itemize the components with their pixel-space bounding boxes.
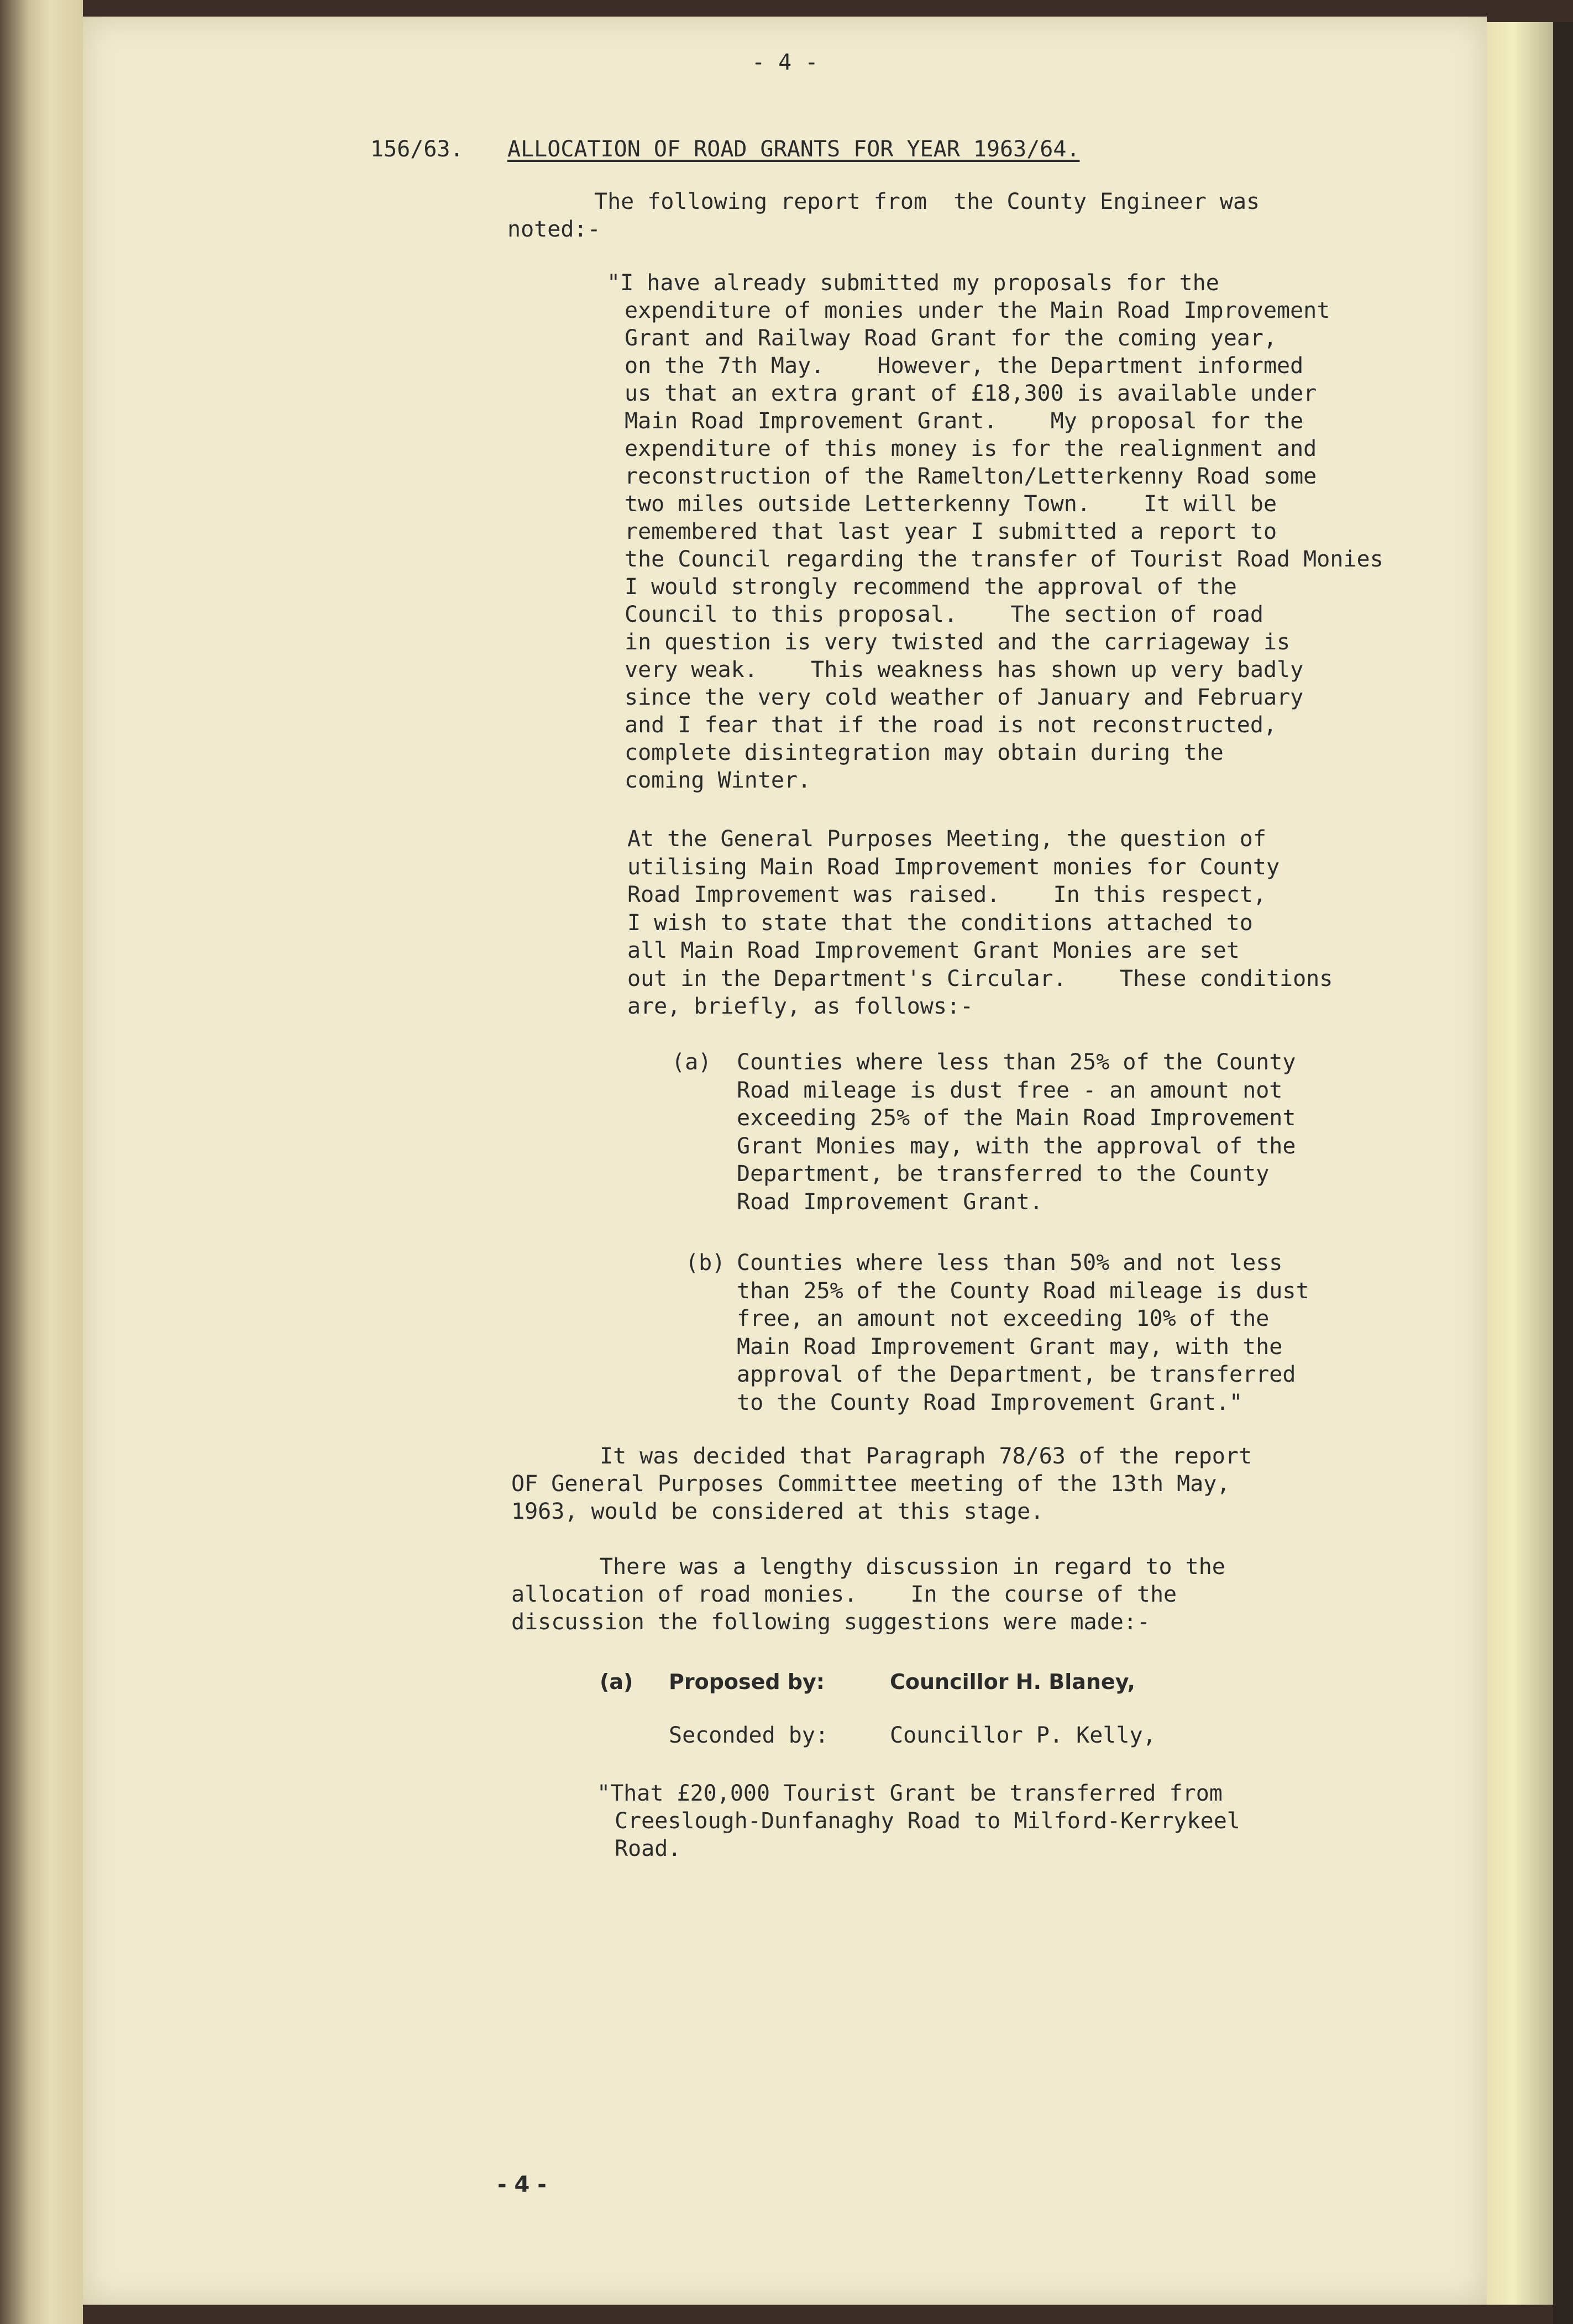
discussion-line: discussion the following suggestions were made:- (511, 1609, 1150, 1635)
para2-line: all Main Road Improvement Grant Monies are set (627, 938, 1240, 963)
condition-a-label: (a) (672, 1050, 712, 1075)
para1-line: on the 7th May. However, the Department informed (625, 353, 1304, 379)
para2-line: Road Improvement was raised. In this respect, (627, 882, 1266, 907)
proposal-label: (a) (600, 1670, 633, 1694)
page-number-bottom: - 4 - (497, 2172, 547, 2197)
para1-line: since the very cold weather of January and February (625, 685, 1304, 710)
para1-line: coming Winter. (625, 768, 811, 793)
para1-line: in question is very twisted and the carriageway is (625, 629, 1291, 655)
item-number: 156/63. (370, 137, 464, 162)
seconded-by-label: Seconded by: (669, 1723, 829, 1748)
para1-line: complete disintegration may obtain during the (625, 740, 1224, 765)
decision-line: OF General Purposes Committee meeting of the 13th May, (511, 1471, 1230, 1497)
motion-line: Creeslough-Dunfanaghy Road to Milford-Kerrykeel (615, 1808, 1240, 1834)
discussion-line: allocation of road monies. In the course of the (511, 1582, 1177, 1607)
conda-line: Counties where less than 25% of the County (737, 1050, 1296, 1075)
para1-line: two miles outside Letterkenny Town. It will be (625, 491, 1277, 517)
condb-line: to the County Road Improvement Grant." (737, 1389, 1243, 1415)
para1-line: expenditure of this money is for the realignment and (625, 436, 1317, 461)
para2-line: I wish to state that the conditions attached to (627, 910, 1253, 936)
motion-line: Road. (615, 1836, 681, 1861)
condition-b-label: (b) (685, 1250, 726, 1276)
condb-line: approval of the Department, be transferred (737, 1362, 1296, 1387)
intro-line-2: noted:- (507, 217, 601, 242)
book-spine (0, 0, 83, 2324)
para2-line: utilising Main Road Improvement monies for County (627, 854, 1280, 880)
condb-line: than 25% of the County Road mileage is dust (737, 1278, 1309, 1304)
para1-line: expenditure of monies under the Main Road Improvement (625, 298, 1330, 323)
motion-line: "That £20,000 Tourist Grant be transferred from (597, 1781, 1223, 1806)
conda-line: Road mileage is dust free - an amount not (737, 1077, 1283, 1103)
para1-line: Council to this proposal. The section of road (625, 602, 1263, 627)
para2-line: out in the Department's Circular. These conditions (627, 966, 1333, 991)
conda-line: Road Improvement Grant. (737, 1189, 1043, 1215)
para1-line: Main Road Improvement Grant. My proposal for the (625, 408, 1304, 434)
para1-line: "I have already submitted my proposals for the (607, 270, 1219, 296)
intro-line-1: The following report from the County Engineer was (594, 189, 1260, 214)
proposed-by-label: Proposed by: (669, 1670, 825, 1694)
decision-line: 1963, would be considered at this stage. (511, 1499, 1044, 1524)
para1-line: Grant and Railway Road Grant for the coming year, (625, 326, 1277, 351)
para2-line: are, briefly, as follows:- (627, 994, 974, 1019)
condb-line: Main Road Improvement Grant may, with the (737, 1334, 1283, 1360)
condb-line: free, an amount not exceeding 10% of the (737, 1306, 1270, 1331)
para1-line: I would strongly recommend the approval of the (625, 574, 1237, 600)
page-edges (1487, 22, 1553, 2305)
para1-line: and I fear that if the road is not reconstructed, (625, 712, 1277, 738)
book-cover-edge (1553, 22, 1573, 2324)
para1-line: reconstruction of the Ramelton/Letterkenny Road some (625, 464, 1317, 489)
seconded-by-name: Councillor P. Kelly, (890, 1723, 1156, 1748)
conda-line: Grant Monies may, with the approval of the (737, 1133, 1296, 1159)
condb-line: Counties where less than 50% and not less (737, 1250, 1283, 1276)
discussion-line: There was a lengthy discussion in regard to the (600, 1554, 1225, 1580)
decision-line: It was decided that Paragraph 78/63 of the report (600, 1444, 1252, 1469)
para1-line: the Council regarding the transfer of Tourist Road Monies (625, 547, 1383, 572)
item-title: ALLOCATION OF ROAD GRANTS FOR YEAR 1963/64. (507, 137, 1080, 162)
conda-line: exceeding 25% of the Main Road Improvement (737, 1105, 1296, 1131)
para1-line: us that an extra grant of £18,300 is available under (625, 381, 1317, 406)
conda-line: Department, be transferred to the County (737, 1161, 1270, 1187)
page-number-top: - 4 - (752, 50, 819, 75)
para2-line: At the General Purposes Meeting, the question of (627, 826, 1266, 852)
proposed-by-name: Councillor H. Blaney, (890, 1670, 1135, 1694)
para1-line: remembered that last year I submitted a report to (625, 519, 1277, 544)
para1-line: very weak. This weakness has shown up very badly (625, 657, 1304, 683)
